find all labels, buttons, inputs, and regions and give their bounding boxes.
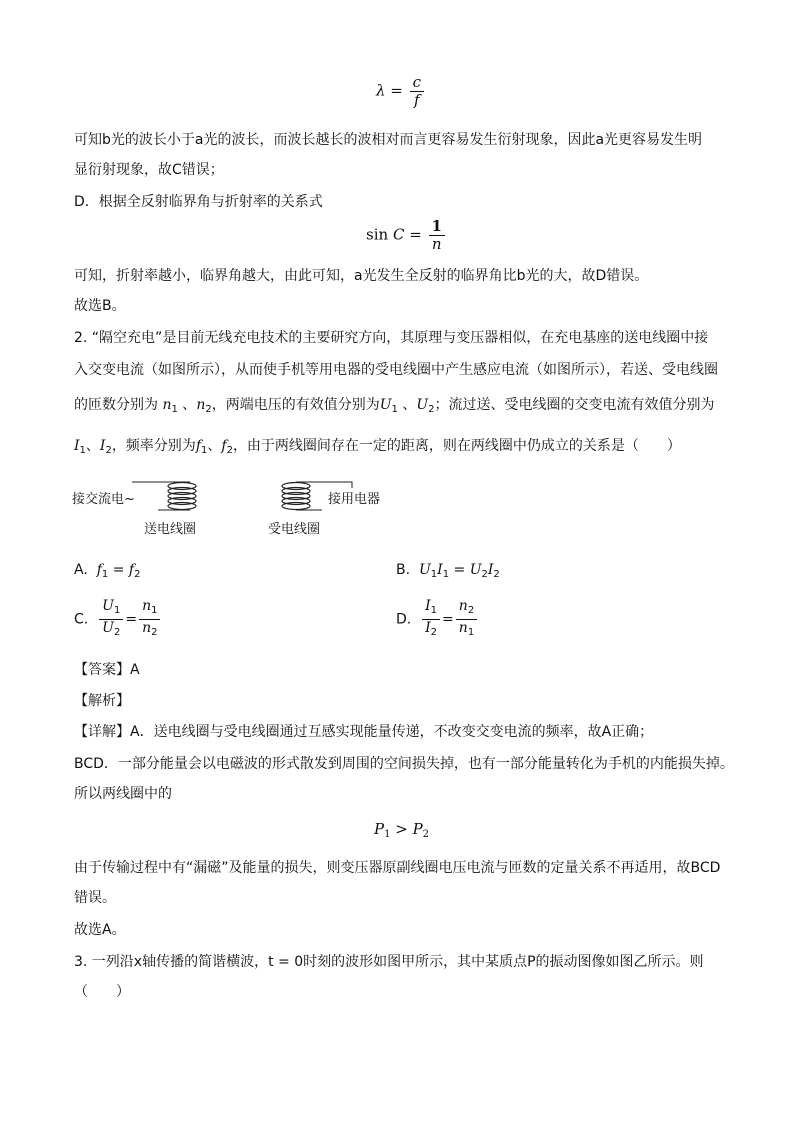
analysis-heading: 【解析】 — [74, 693, 130, 709]
question-text: 2. “隔空充电”是目前无线充电技术的主要研究方向，其原理与变压器相似，在充电基座的送电线圈中接 — [74, 330, 709, 346]
question-text: 的匝数分别为 $n_1$ 、$n_2$，两端电压的有效值分别为$U_1$ 、$U_2$；流过送、受电线圈的交变电流有效值分别为 — [74, 397, 715, 415]
option-c[interactable]: C. $\frac{U_1}{U_2}$ = $\frac{n_1}{n_2}$ — [74, 598, 162, 641]
coil-figure — [70, 474, 400, 540]
coil-diagram — [70, 474, 400, 540]
text-line: 显衍射现象，故C错误； — [74, 162, 224, 178]
text-line: D．根据全反射临界角与折射率的关系式 — [74, 194, 323, 210]
formula-wavelength: λ = $\frac{c}{f}$ — [376, 74, 426, 109]
figure-caption-sender: 送电线圈 — [144, 522, 197, 537]
option-b[interactable]: B. $U_1I_1 = U_2I_2$ — [396, 562, 500, 580]
question-text: 入交变电流（如图所示），从而使手机等用电器的受电线圈中产生感应电流（如图所示），若送、受电线圈 — [74, 362, 718, 378]
text-line: 可知，折射率越小，临界角越大，由此可知，a光发生全反射的临界角比b光的大，故D错误。 — [74, 268, 649, 284]
detail-text: 所以两线圈中的 — [74, 786, 172, 802]
formula-power: $P_1 > P_2$ — [374, 820, 430, 840]
question-text: 3. 一列沿x轴传播的简谐横波，t = 0时刻的波形如图甲所示，其中某质点P的振动图像如图乙所示。则 — [74, 954, 704, 970]
figure-caption-receiver: 受电线圈 — [268, 522, 321, 537]
detail-text: 【详解】A．送电线圈与受电线圈通过互感实现能量传递，不改变交变电流的频率，故A正确； — [74, 724, 654, 740]
formula-critical-angle: sin C = $\frac{1}{n}$ — [366, 218, 447, 253]
option-d[interactable]: D. $\frac{I_1}{I_2}$ = $\frac{n_2}{n_1}$ — [396, 598, 479, 641]
question-text: $I_1$、$I_2$，频率分别为$f_1$、$f_2$，由于两线圈间存在一定的距离，则在两线圈中仍成立的关系是（ ） — [74, 438, 681, 456]
option-a[interactable]: A. $f_1 = f_2$ — [74, 562, 141, 580]
question-text: （ ） — [74, 984, 130, 1000]
detail-text: 故选A。 — [74, 922, 126, 938]
detail-text: 由于传输过程中有“漏磁”及能量的损失，则变压器原副线圈电压电流与匝数的定量关系不再适用，故BCD — [74, 860, 721, 876]
text-line: 故选B。 — [74, 298, 126, 314]
figure-label-device: 接用电器 — [328, 492, 381, 507]
text-line: 可知b光的波长小于a光的波长，而波长越长的波相对而言更容易发生衍射现象，因此a光更容易发生明 — [74, 132, 703, 148]
answer: 【答案】A — [74, 662, 140, 678]
detail-text: BCD．一部分能量会以电磁波的形式散发到周围的空间损失掉，也有一部分能量转化为手机的内能损失掉。 — [74, 756, 734, 772]
figure-label-ac: 接交流电~ — [72, 492, 135, 507]
detail-text: 错误。 — [74, 890, 116, 906]
